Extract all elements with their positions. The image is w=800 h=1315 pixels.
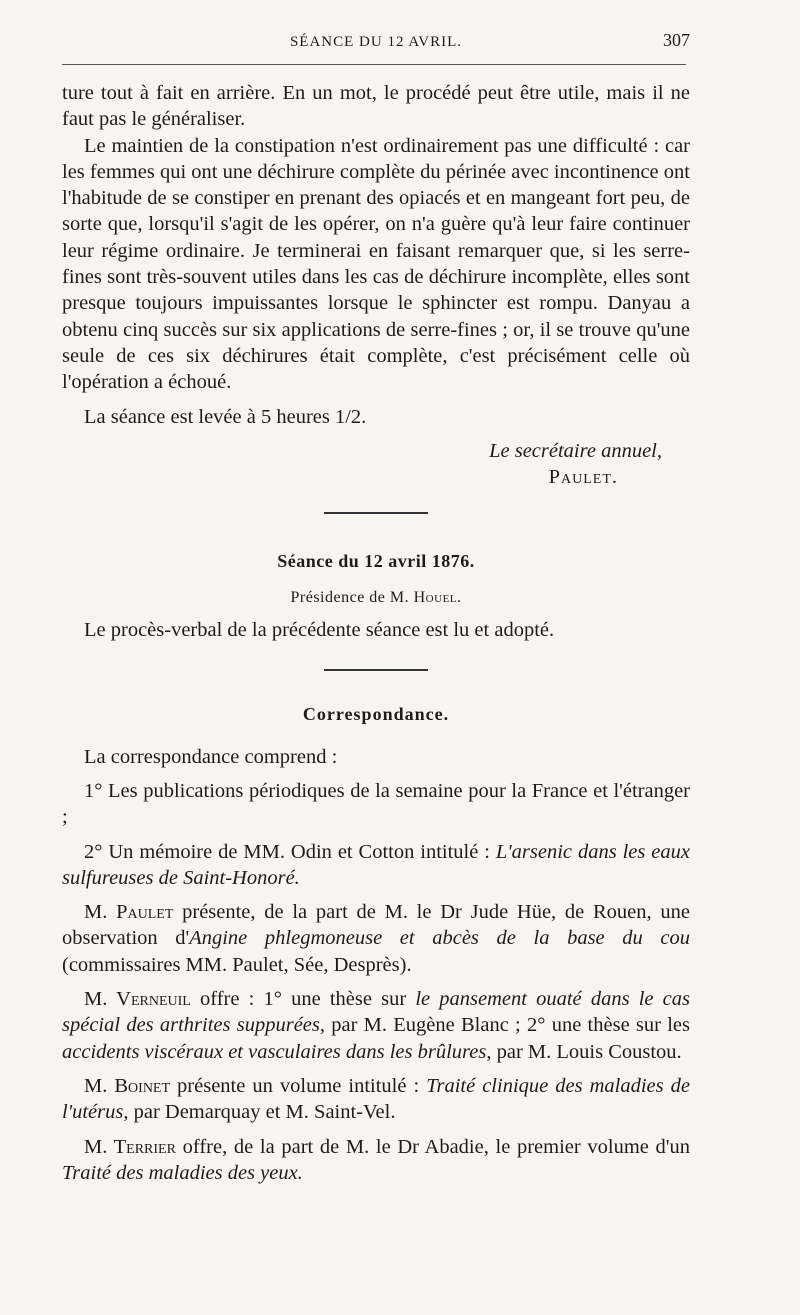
paulet-entry [62,899,690,978]
boinet-text-1: présente un volume intitulé : [170,1074,427,1097]
presidency-prefix: Présidence de M. [290,588,414,606]
verneuil-title-1: le pansement ouaté dans le cas spécial des arthrites suppurées [62,988,690,1037]
paulet-text-2: (commissaires MM. Paulet, Sée, Desprès). [62,953,412,976]
terrier-name: M. Terrier [84,1135,176,1158]
paulet-name: M. Paulet [84,901,174,924]
signature-block [62,438,690,491]
boinet-name: M. Boinet [84,1074,171,1097]
boinet-title: Traité clinique des maladies de l'utérus [62,1074,690,1124]
item-2-text: 2° Un mémoire de MM. Odin et Cotton intitulé : [84,840,496,863]
paulet-title: Angine phlegmoneuse et abcès de la base du cou [189,927,690,950]
presidency-line [62,585,690,611]
section-divider [324,669,428,671]
session-closing: La séance est levée à 5 heures 1/2. [84,405,367,428]
session-title: Séance du 12 avril 1876. [277,551,475,572]
boinet-text-2: , par Demarquay et M. Saint-Vel. [123,1101,396,1124]
minutes-line: Le procès-verbal de la précédente séance est lu et adopté. [84,619,555,642]
running-title: SÉANCE DU 12 AVRIL. [289,34,463,50]
president-name: Houel. [413,588,462,606]
verneuil-text-2: , par M. Eugène Blanc ; 2° une thèse sur les [319,1014,690,1037]
signature-name: Paulet. [548,466,618,489]
boinet-entry [62,1073,690,1126]
correspondance-intro: La correspondance comprend : [84,745,338,768]
page-number: 307 [663,30,690,50]
paragraph-continuation: ture tout à fait en arrière. En un mot, le procédé peut être utile, mais il ne faut pas le généraliser. [62,82,690,131]
verneuil-entry [62,986,690,1065]
page-body [62,80,690,1186]
verneuil-text-1: offre : 1° une thèse sur [190,988,416,1011]
item-2-title: L'arsenic dans les eaux sulfureuses de Saint-Honoré. [62,840,690,889]
correspondance-item-1: 1° Les publications périodiques de la semaine pour la France et l'étranger ; [62,779,690,829]
verneuil-name: M. Verneuil [84,988,191,1011]
verneuil-text-3: , par M. Louis Coustou. [486,1040,682,1063]
paulet-text-1: présente, de la part de M. le Dr Jude Hüe, de Rouen, une observation d' [62,901,690,950]
paragraph-constipation: Le maintien de la constipation n'est ordinairement pas une difficulté : car les femmes qui ont une déchirure complète du périnée avec incontinence ont l'habitude de se constiper en prenant des opiacés et en mangeant fort peu, de sorte que, lorsqu'il s'agit de les opérer, on n'a guère qu'à leur faire continuer leur régime ordinaire. Je terminerai en faisant remarquer que, si les serre-fines sont très-souvent utiles dans les cas de déchirure incomplète, elles sont presque toujours impuissantes lorsque le sphincter est rompu. Danyau a obtenu cinq succès sur six applications de serre-fines ; or, il se trouve qu'une seule de ces six déchirures était complète, c'est précisément celle où l'opération a échoué. [62,134,690,394]
terrier-title: Traité des maladies des yeux. [62,1161,303,1184]
signature-role: Le secrétaire annuel, [489,439,662,462]
terrier-text: offre, de la part de M. le Dr Abadie, le premier volume d'un [175,1135,690,1158]
header-rule [62,64,686,65]
correspondance-item-2 [62,839,690,892]
section-divider [324,512,428,514]
correspondance-heading: Correspondance. [302,704,450,725]
terrier-entry [62,1134,690,1187]
page-header [62,30,690,56]
verneuil-title-2: accidents viscéraux et vasculaires dans les brûlures [62,1040,487,1063]
